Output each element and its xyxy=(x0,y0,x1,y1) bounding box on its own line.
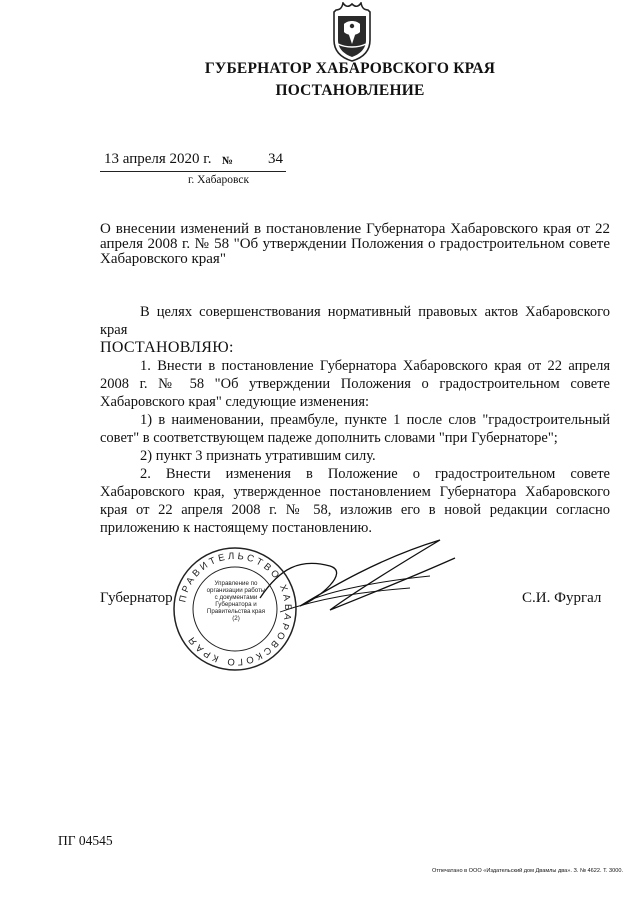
stamp-inner-text: Управление по организации работы с документами Губернатора и Правительства края (2) xyxy=(206,580,266,622)
item-1: 1. Внести в постановление Губернатора Хабаровского края от 22 апреля 2008 г. № 58 "Об утверждении Положения о градостроительном совете Хабаровского края" следующие изменения: xyxy=(100,358,610,410)
number-sign: № xyxy=(222,155,234,167)
coat-of-arms-icon xyxy=(326,2,378,62)
printer-imprint: Отпечатано в ООО «Издательский дом Двамлы два». З. № 4622. Т. 3000. xyxy=(432,868,624,874)
item-2: 2. Внести изменения в Положение о градостроительном совете Хабаровского края, утвержденное постановлением Губернатора Хабаровского края от 22 апреля 2008 г. № 58, изложив его в новой редакции согласно приложению к настоящему постановлению. xyxy=(100,466,610,536)
preamble: В целях совершенствования нормативный правовых актов Хабаровского края xyxy=(100,304,610,338)
document-number: 34 xyxy=(268,151,283,167)
form-code: ПГ 04545 xyxy=(58,833,113,848)
document-body xyxy=(100,303,610,537)
document-date: 13 апреля 2020 г. xyxy=(104,151,212,167)
date-underline xyxy=(100,171,286,172)
issuer-title: ГУБЕРНАТОР ХАБАРОВСКОГО КРАЯ xyxy=(204,60,496,77)
document-city: г. Хабаровск xyxy=(188,174,250,186)
stamp-ring-text: ПРАВИТЕЛЬСТВО ХАБАРОВСКОГО КРАЯ xyxy=(177,550,294,668)
item-1-2: 2) пункт 3 признать утратившим силу. xyxy=(140,448,376,464)
decree-heading: ПОСТАНОВЛЯЮ: xyxy=(100,339,234,356)
document-type: ПОСТАНОВЛЕНИЕ xyxy=(275,82,425,99)
signatory-position: Губернатор xyxy=(100,590,173,606)
document-subject: О внесении изменений в постановление Губернатора Хабаровского края от 22 апреля 2008 г. № 58 "Об утверждении Положения о градостроительном совете Хабаровского края" xyxy=(100,221,610,267)
item-1-1: 1) в наименовании, преамбуле, пункте 1 после слов "градостроительный совет" в соответствующем падеже дополнить словами "при Губернаторе"; xyxy=(100,412,610,446)
signatory-name: С.И. Фургал xyxy=(522,590,602,606)
